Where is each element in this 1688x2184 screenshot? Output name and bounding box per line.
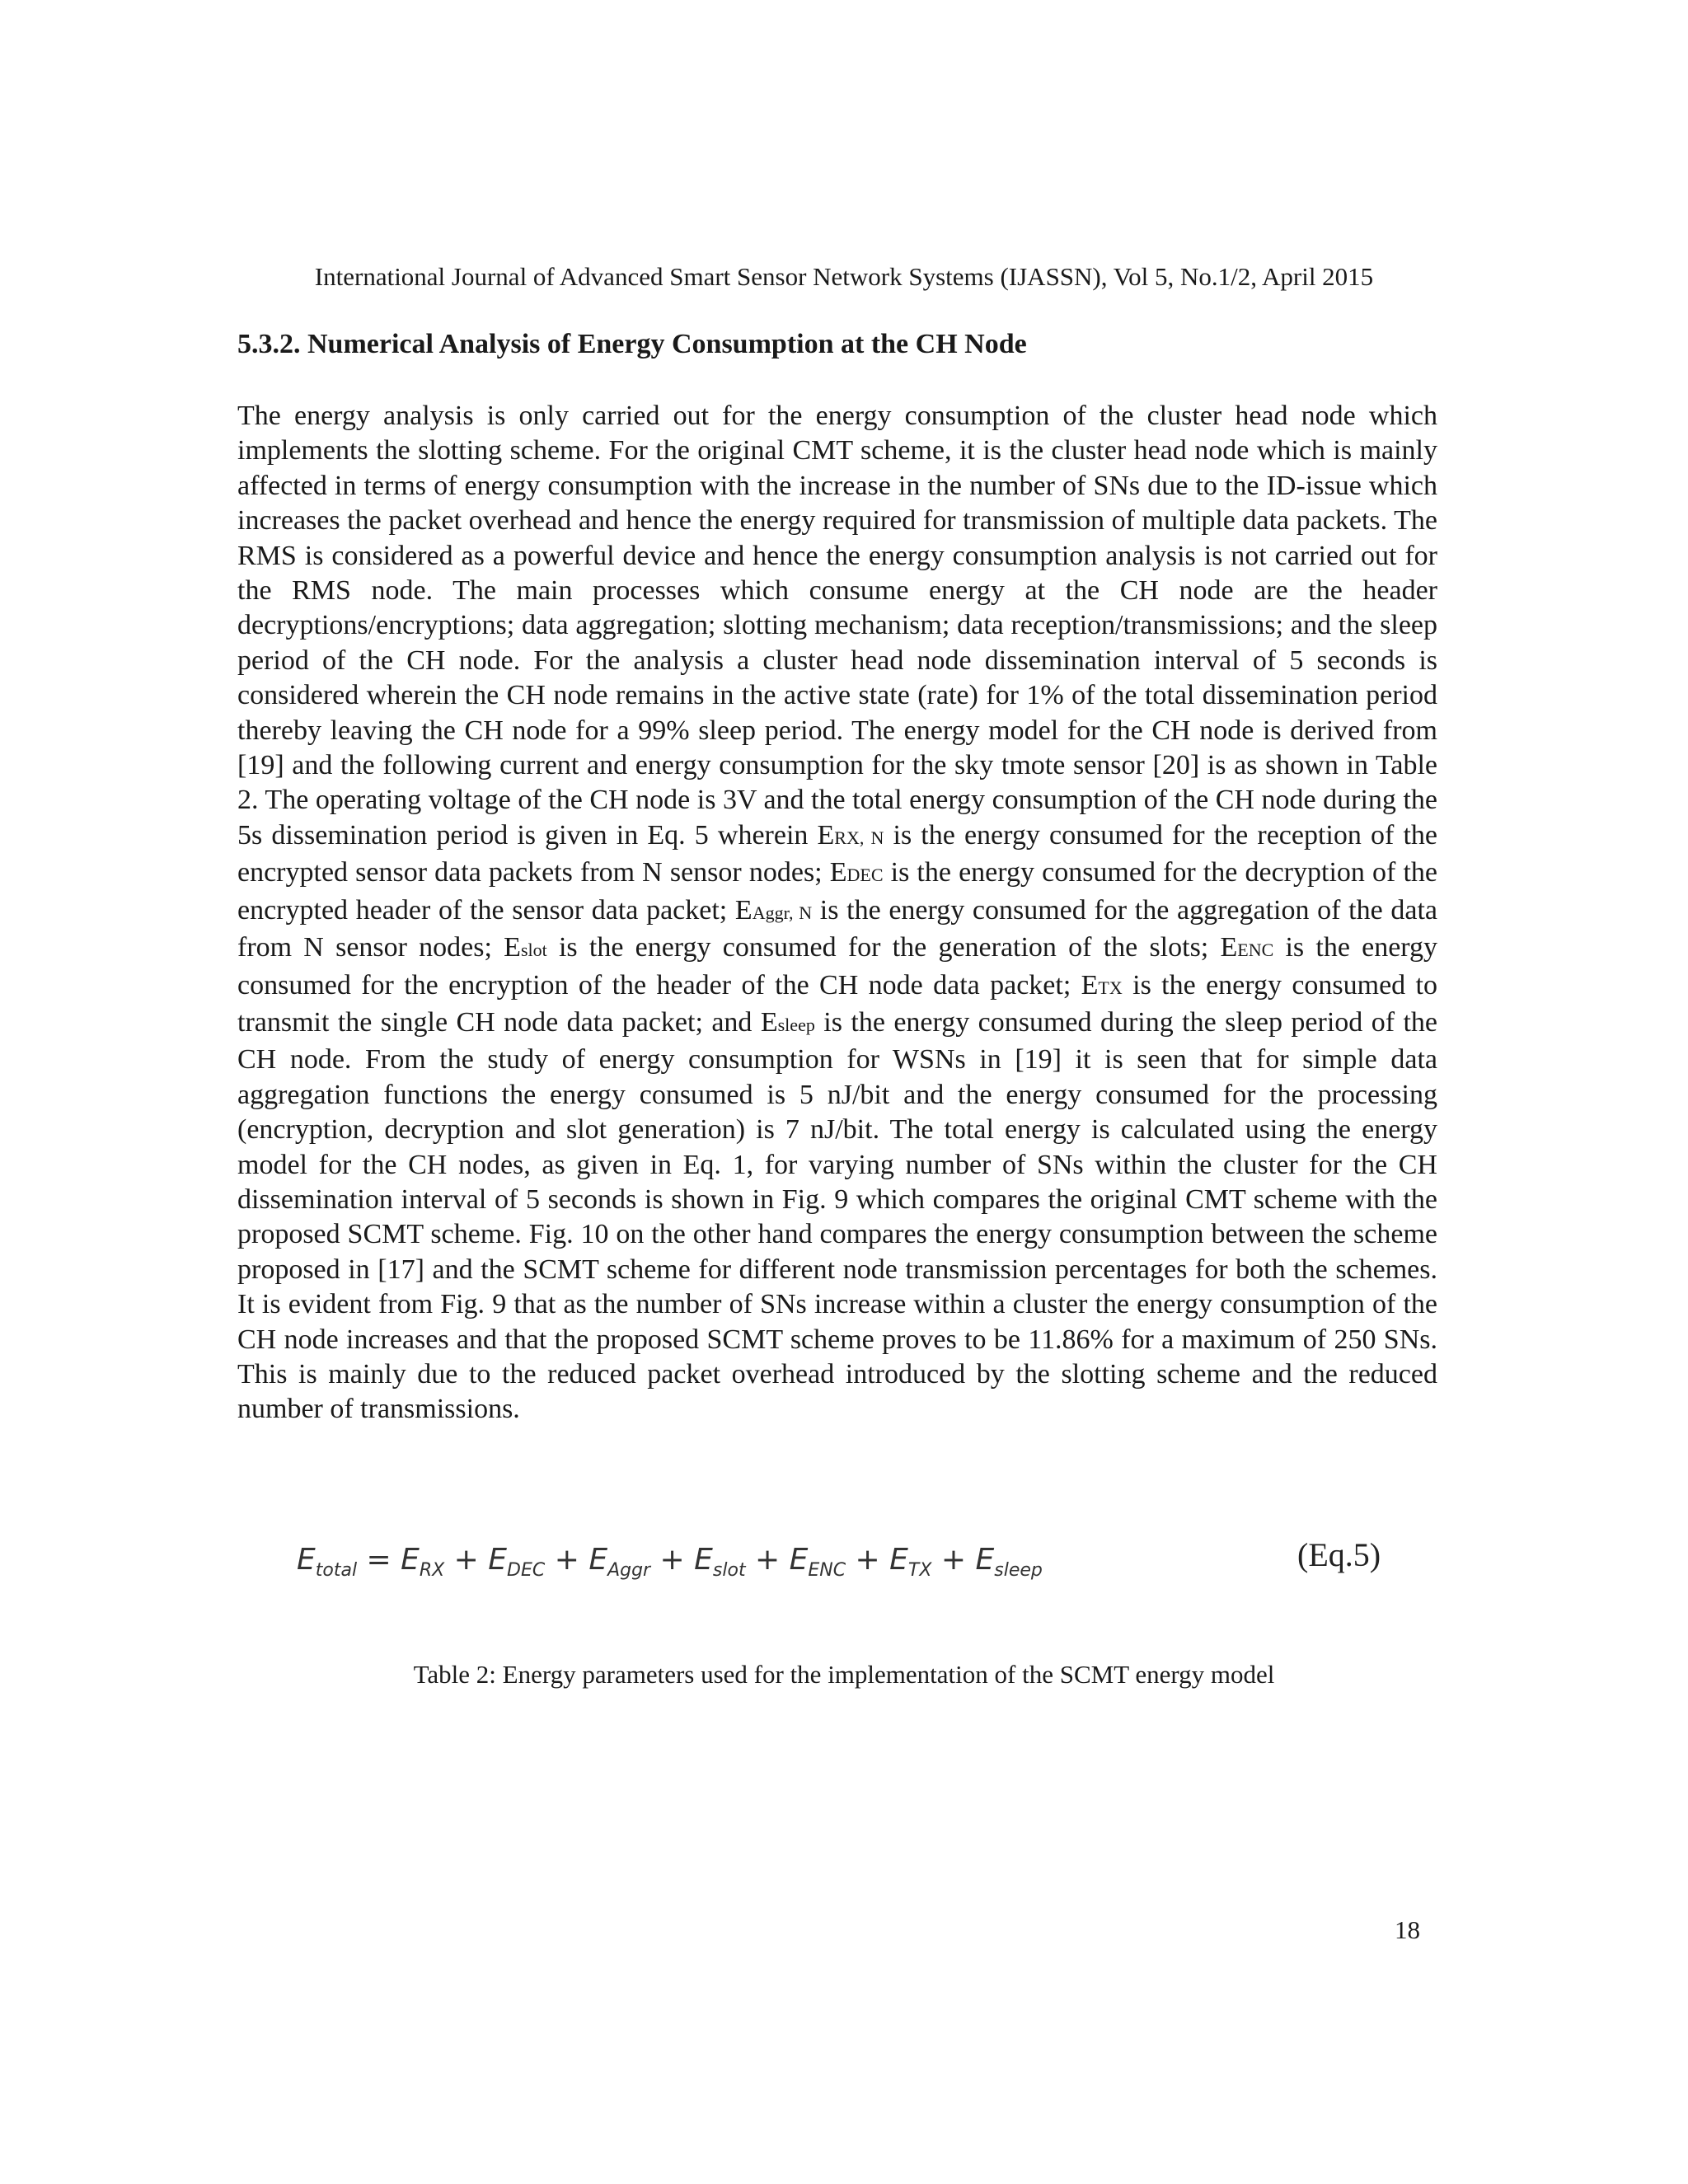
eq-operator: + [846,1543,890,1577]
subscript-tx: TX [1098,977,1123,998]
body-text-segment: is the energy consumed for the encryption of the header of the CH node data packet; E [237,932,1438,1001]
eq-operator: + [545,1543,589,1577]
eq-subscript: slot [712,1560,746,1582]
body-text-segment: The energy analysis is only carried out for the energy consumption of the cluster head node which implements the slotting scheme. For the original CMT scheme, it is the cluster head node which is mainly affected in terms of energy consumption with the increase in the number of SNs due to the ID-issue which increases the packet overhead and hence the energy required for transmission of multiple data packets. The RMS is considered as a powerful device and hence the energy consumption analysis is not carried out for the RMS node. The main processes which consume energy at the CH node are the header decryptions/encryptions; data aggregation; slotting mechanism; data reception/transmissions; and the sleep period of the CH node. For the analysis a cluster head node dissemination interval of 5 seconds is considered wherein the CH node remains in the active state (rate) for 1% of the total dissemination period thereby leaving the CH node for a 99% sleep period. The energy model for the CH node is derived from [19] and the following current and energy consumption for the sky tmote sensor [20] is as shown in Table 2. The operating voltage of the CH node is 3V and the total energy consumption of the CH node during the 5s dissemination period is given in Eq. 5 wherein E [237,401,1437,851]
eq-symbol: E [588,1543,608,1577]
eq-subscript: total [315,1560,358,1582]
section-heading: 5.3.2. Numerical Analysis of Energy Consumption at the CH Node [237,329,1027,359]
table-caption: Table 2: Energy parameters used for the implementation of the SCMT energy model [413,1660,1275,1689]
eq-operator: + [650,1543,695,1577]
body-text-segment: is the energy consumed for the decryption of the encrypted header of the sensor data packet; E [237,857,1437,926]
eq-subscript: TX [907,1560,932,1582]
body-paragraph [237,399,1437,1427]
running-header: International Journal of Advanced Smart Sensor Network Systems (IJASSN), Vol 5, No.1/2, April 2015 [314,262,1374,291]
subscript-aggr: Aggr, N [752,902,813,923]
eq-symbol: E [297,1543,316,1577]
body-text-segment: is the energy consumed to transmit the single CH node data packet; and E [237,969,1437,1038]
eq-subscript: sleep [994,1560,1043,1582]
eq-symbol: E [488,1543,508,1577]
eq-symbol: E [789,1543,809,1577]
eq-operator: = [357,1543,401,1577]
body-text-segment: is the energy consumed during the sleep period of the CH node. From the study of energy consumption for WSNs in [19] it is seen that for simple data aggregation functions the energy consumed is 5 nJ/bit and the energy consumed for the processing (encryption, decryption and slot generation) is 7 nJ/bit. The total energy is calculated using the energy model for the CH nodes, as given in Eq. 1, for varying number of SNs within the cluster for the CH dissemination interval of 5 seconds is shown in Fig. 9 which compares the original CMT scheme with the proposed SCMT scheme. Fig. 10 on the other hand compares the energy consumption between the scheme proposed in [17] and the SCMT scheme for different node transmission percentages for both the schemes. It is evident from Fig. 9 that as the number of SNs increase within a cluster the energy consumption of the CH node increases and that the proposed SCMT scheme proves to be 11.86% for a maximum of 250 SNs. This is mainly due to the reduced packet overhead introduced by the slotting scheme and the reduced number of transmissions. [237,1006,1437,1425]
body-text-segment: is the energy consumed for the generation of the slots; E [546,932,1238,963]
equation-number: (Eq.5) [1297,1536,1381,1573]
subscript-slot: slot [520,940,547,961]
eq-subscript: DEC [507,1560,546,1582]
eq-symbol: E [694,1543,713,1577]
eq-operator: + [931,1543,976,1577]
subscript-rx: RX, N [834,827,884,848]
energy-equation [297,1540,1043,1591]
eq-operator: + [444,1543,489,1577]
subscript-enc: ENC [1237,940,1274,961]
eq-symbol: E [401,1543,420,1577]
eq-symbol: E [889,1543,908,1577]
eq-symbol: E [975,1543,995,1577]
eq-subscript: RX [419,1560,445,1582]
eq-subscript: ENC [808,1560,846,1582]
subscript-sleep: sleep [777,1014,815,1035]
page-number: 18 [1395,1915,1420,1944]
body-text-segment: is the energy consumed for the aggregation of the data from N sensor nodes; E [237,894,1437,963]
subscript-dec: DEC [846,865,884,886]
eq-subscript: Aggr [607,1560,651,1582]
eq-operator: + [745,1543,790,1577]
body-text-segment: is the energy consumed for the reception of the encrypted sensor data packets from N sensor nodes; E [237,819,1437,888]
